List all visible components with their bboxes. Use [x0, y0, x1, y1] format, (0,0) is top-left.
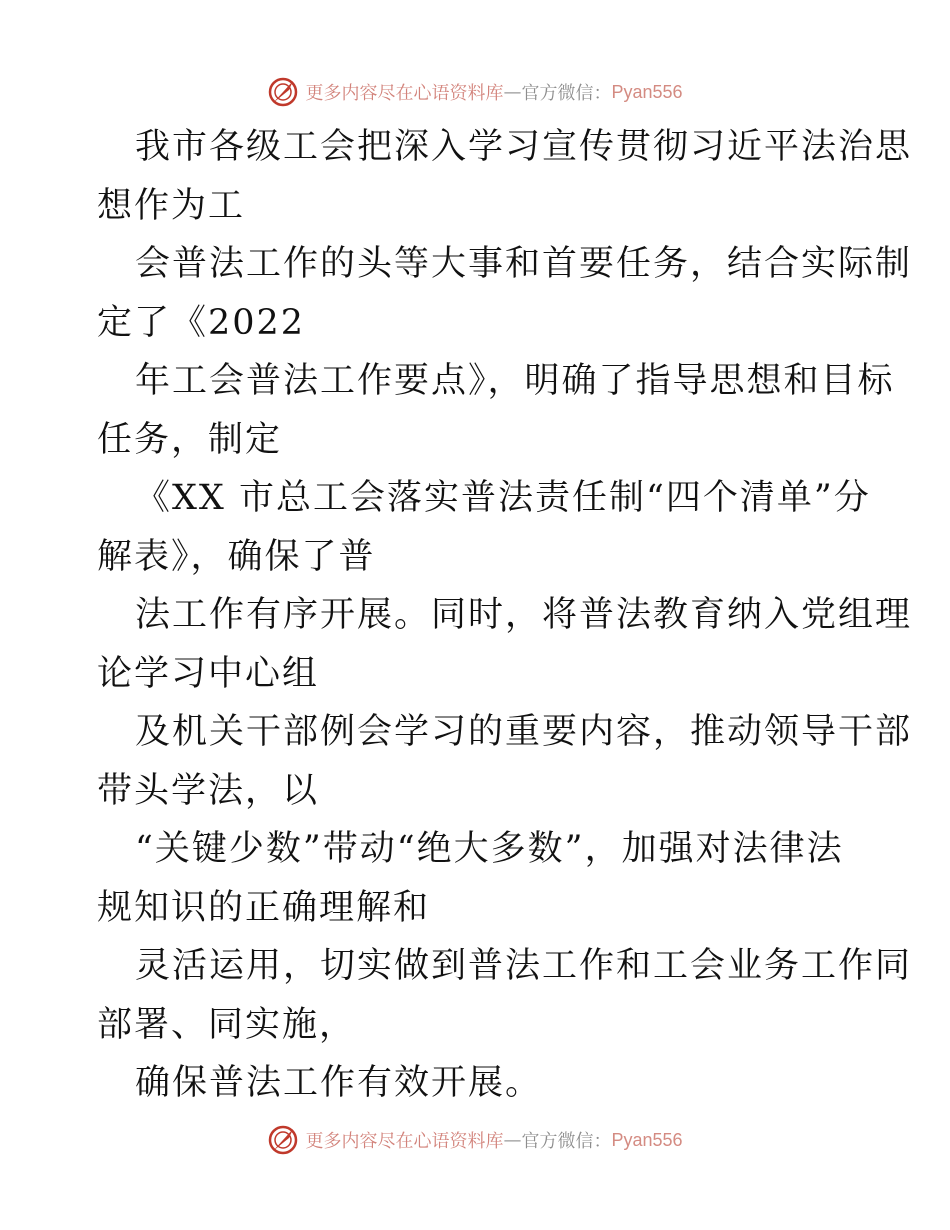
banner-wechat-label: 官方微信： [521, 83, 612, 104]
text-line: 部署、同实施， [97, 1004, 357, 1045]
banner-separator: — [503, 81, 522, 103]
banner-site-text: 更多内容尽在心语资料库 [305, 83, 504, 104]
banner-site-text: 更多内容尽在心语资料库 [305, 1131, 504, 1152]
document-body [97, 118, 913, 1113]
text-line: 想作为工 [97, 185, 246, 226]
text-line: 灵活运用，切实做到普法工作和工会业务工作同 [135, 946, 913, 986]
text-line: 确保普法工作有效开展。 [135, 1063, 543, 1103]
text-line: 任务，制定 [97, 419, 283, 460]
text-line: 带头学法，以 [97, 770, 320, 811]
text-line: 我市各级工会把深入学习宣传贯彻习近平法治思 [135, 127, 913, 167]
banner-separator: — [503, 1129, 522, 1151]
footer-banner [0, 1120, 950, 1160]
text-line: 规知识的正确理解和 [97, 887, 431, 928]
text-line: 及机关干部例会学习的重要内容，推动领导干部 [135, 712, 913, 752]
text-line: 《XX 市总工会落实普法责任制“四个清单”分 [135, 478, 871, 518]
text-line: 论学习中心组 [97, 653, 320, 694]
text-line: 定了《2022 [97, 302, 306, 343]
text-line: 解表》，确保了普 [97, 536, 376, 577]
quill-seal-icon [267, 1124, 299, 1156]
header-banner [0, 72, 950, 112]
text-line: 会普法工作的头等大事和首要任务，结合实际制 [135, 244, 913, 284]
banner-wechat-account: Pyan556 [611, 81, 683, 102]
text-line: 法工作有序开展。同时，将普法教育纳入党组理 [135, 595, 913, 635]
quill-seal-icon [267, 76, 299, 108]
text-line: “关键少数”带动“绝大多数”，加强对法律法 [135, 829, 844, 869]
banner-wechat-account: Pyan556 [611, 1129, 683, 1150]
text-line: 年工会普法工作要点》，明确了指导思想和目标 [135, 361, 895, 401]
banner-wechat-label: 官方微信： [521, 1131, 612, 1152]
